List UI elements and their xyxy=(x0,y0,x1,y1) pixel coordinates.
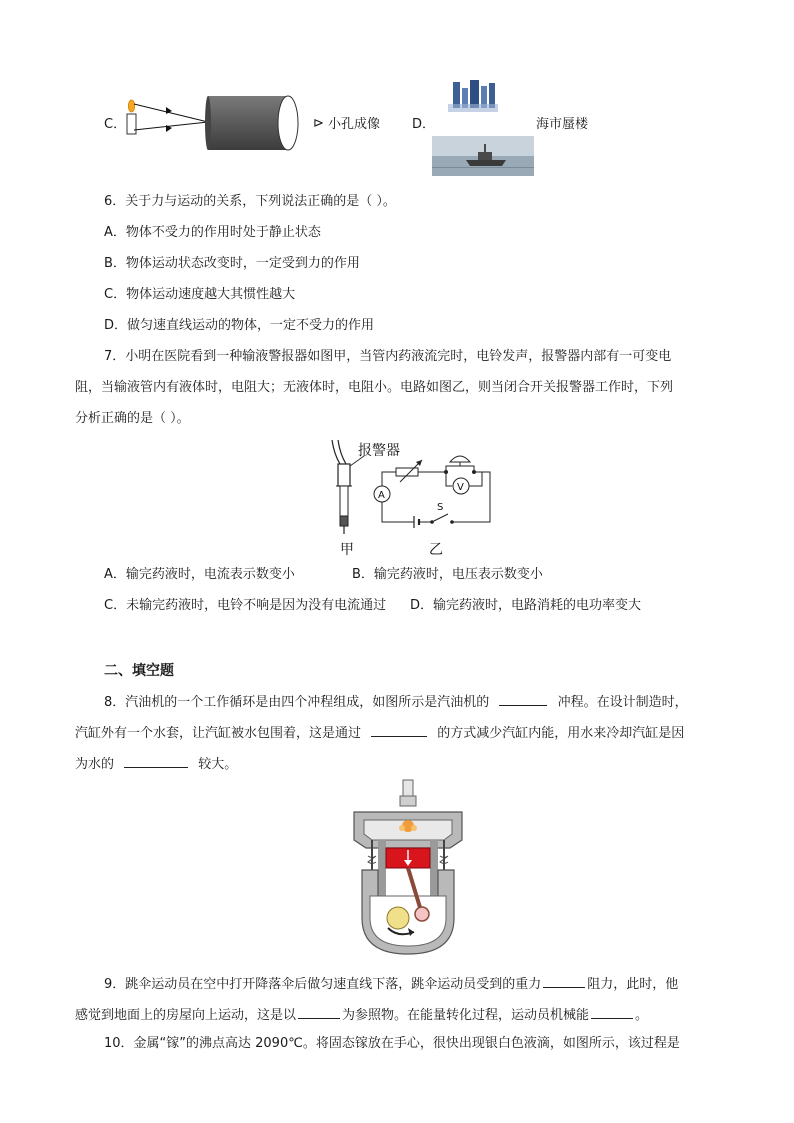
q8-line1-b: 冲程。在设计制造时， xyxy=(557,695,688,710)
q8-line3-b: 较大。 xyxy=(198,757,238,772)
mirage-sea-ship-icon xyxy=(432,136,534,176)
option-c-label: C． xyxy=(104,117,127,132)
pinhole-camera-figure xyxy=(122,92,308,154)
q7-stem-line1: 7．小明在医院看到一种输液警报器如图甲，当管内药液流完时，电铃发声，报警器内部有一可变电 xyxy=(104,349,672,364)
q6-stem: 6．关于力与运动的关系，下列说法正确的是（ ）。 xyxy=(104,194,396,209)
q7-option-a: A．输完药液时，电流表示数变小 xyxy=(104,567,295,582)
q7-stem-line2: 阻，当输液管内有液体时，电阻大；无液体时，电阻小。电路如图乙，则当闭合开关报警器工作时，下列 xyxy=(75,380,674,395)
caption-yi: 乙 xyxy=(429,542,443,558)
q8-blank-1[interactable] xyxy=(499,691,547,706)
mirage-city-icon xyxy=(448,78,498,112)
q8-line1 xyxy=(104,691,688,712)
gasoline-engine-figure xyxy=(340,778,476,958)
q8-line2 xyxy=(75,722,684,743)
q7-option-b: B．输完药液时，电压表示数变小 xyxy=(352,567,543,582)
voltmeter-symbol: V xyxy=(457,482,464,493)
q9-line1 xyxy=(104,973,678,994)
q6-option-a: A．物体不受力的作用时处于静止状态 xyxy=(104,225,321,240)
q9-line2 xyxy=(75,1004,648,1025)
section-2-title: 二、填空题 xyxy=(104,663,174,679)
ammeter-symbol: A xyxy=(378,490,385,501)
alarm-circuit-figure xyxy=(318,436,494,560)
q6-option-d: D．做匀速直线运动的物体，一定不受力的作用 xyxy=(104,318,375,333)
q8-blank-3[interactable] xyxy=(124,753,188,768)
alarm-label: 报警器 xyxy=(358,443,400,459)
q10-line1: 10．金属“镓”的沸点高达 2090℃。将固态镓放在手心，很快出现银白色液滴，如图所示，该过程是 xyxy=(104,1036,680,1051)
caption-jia: 甲 xyxy=(340,542,354,558)
switch-symbol: S xyxy=(437,502,444,513)
image-arrow-icon: ⊳ xyxy=(313,116,324,131)
q9-line1-a: 9．跳伞运动员在空中打开降落伞后做匀速直线下落，跳伞运动员受到的重力 xyxy=(104,977,542,992)
q7-option-d: D．输完药液时，电路消耗的电功率变大 xyxy=(410,598,642,613)
q9-blank-2[interactable] xyxy=(298,1004,340,1019)
q9-line1-b: 阻力，此时，他 xyxy=(587,977,679,992)
q8-line3 xyxy=(75,753,237,774)
q7-stem-line3: 分析正确的是（ ）。 xyxy=(75,411,190,426)
q9-line2-a: 感觉到地面上的房屋向上运动，这是以 xyxy=(75,1008,297,1023)
q8-line2-b: 的方式减少汽缸内能，用水来冷却汽缸是因 xyxy=(437,726,685,741)
q8-line3-a: 为水的 xyxy=(75,757,115,772)
q9-line2-c: 。 xyxy=(635,1008,649,1023)
option-d-caption: 海市蜃楼 xyxy=(536,117,589,132)
option-c-caption: 小孔成像 xyxy=(328,117,381,132)
q9-blank-3[interactable] xyxy=(591,1004,633,1019)
option-d-label: D． xyxy=(412,117,436,132)
q8-line2-a: 汽缸外有一个水套，让汽缸被水包围着，这是通过 xyxy=(75,726,362,741)
q9-line2-b: 为参照物。在能量转化过程，运动员机械能 xyxy=(342,1008,590,1023)
q6-option-c: C．物体运动速度越大其惯性越大 xyxy=(104,287,296,302)
q8-line1-a: 8．汽油机的一个工作循环是由四个冲程组成，如图所示是汽油机的 xyxy=(104,695,490,710)
q6-option-b: B．物体运动状态改变时，一定受到力的作用 xyxy=(104,256,360,271)
q8-blank-2[interactable] xyxy=(371,722,427,737)
q9-blank-1[interactable] xyxy=(543,973,585,988)
q7-option-c: C．未输完药液时，电铃不响是因为没有电流通过 xyxy=(104,598,387,613)
